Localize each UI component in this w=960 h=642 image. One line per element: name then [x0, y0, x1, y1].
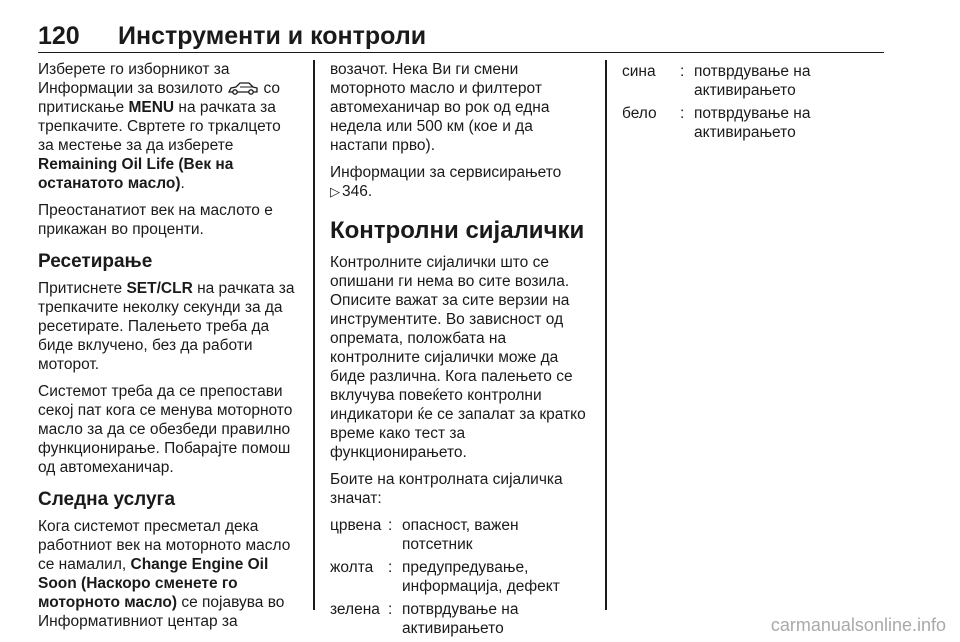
car-icon: [227, 81, 259, 95]
chapter-title: Инструменти и контроли: [118, 22, 427, 50]
paragraph-percent: Преостанатиот век на маслото е прикажан во проценти.: [38, 202, 273, 238]
column-right: [622, 60, 884, 146]
heading-next-service: Следна услуга: [38, 489, 176, 510]
list-item: бело : потврдување на активирањето: [622, 104, 884, 142]
paragraph-reset: Притиснете SET/CLR на рачката за трепкачите неколку секунди за да ресетирате. Палењето треба да биде вклучено, без да работи моторот.: [38, 280, 295, 373]
set-clr-label: SET/CLR: [126, 280, 193, 297]
page-header: [38, 18, 884, 53]
list-item: сина : потврдување на активирањето: [622, 62, 884, 100]
light-meaning: опасност, важен потсетник: [402, 517, 519, 553]
column-divider: [313, 60, 315, 610]
menu-button-label: MENU: [128, 99, 175, 116]
heading-indicator-lights: Контролни сијалички: [330, 217, 585, 244]
light-color: црвена: [330, 517, 382, 534]
change-oil-message: Change Engine Oil Soon (Наскоро сменете го моторното масло): [38, 556, 269, 611]
light-color-list: [622, 62, 884, 142]
paragraph-oil-change: возачот. Нека Ви ги смени моторното масло и филтерот автомеханичар во рок од една недела или 500 км (кое и да настапи прво).: [330, 61, 550, 154]
light-meaning: потврдување на активирањето: [694, 63, 811, 99]
light-color: зелена: [330, 601, 380, 618]
paragraph-service-ref: Информации за сервисирањето ▷ 346.: [330, 164, 562, 200]
paragraph-reset-note: Системот треба да се препостави секој пат кога се менува моторното масло за да се обезбеди правилно функционирање. Побарајте помош од автомеханичар.: [38, 383, 293, 476]
paragraph-info-menu: Изберете го изборникот за Информации за возилото со притискање MENU на рачката за трепкачите. Свртете го тркалцето за местење за да изберете Remaining Oil Life (Век на останатото масло).: [38, 61, 281, 192]
reference-arrow-icon: ▷: [330, 184, 340, 199]
column-left: [38, 60, 300, 639]
page-number: 120: [38, 22, 80, 50]
column-middle: [330, 60, 592, 642]
column-divider: [605, 60, 607, 610]
remaining-oil-life-label: Remaining Oil Life (Век на останатото масло): [38, 156, 234, 192]
light-color-list: [330, 516, 592, 638]
list-item: жолта : предупредување, информација, дефект: [330, 558, 592, 596]
light-color: жолта: [330, 559, 374, 576]
watermark: carmanualsonline.info: [770, 615, 946, 635]
light-color: бело: [622, 105, 657, 122]
paragraph-next-service: Кога системот пресметал дека работниот век на моторното масло се намалил, Change Engine Oil Soon (Наскоро сменете го моторното масло) се појавува во Информативниот центар за: [38, 518, 291, 630]
list-item: зелена : потврдување на активирањето: [330, 600, 592, 638]
light-color: сина: [622, 63, 656, 80]
light-meaning: потврдување на активирањето: [694, 105, 811, 141]
light-meaning: предупредување, информација, дефект: [402, 559, 560, 595]
list-item: црвена : опасност, важен потсетник: [330, 516, 592, 554]
paragraph-indicator-desc: Контролните сијалички што се опишани ги нема во сите возила. Описите важат за сите верзии на инструментите. Во зависност од опремата, положбата на контролните сијалички може да биде различна. Кога палењето се вклучува повеќето контролни индикатори ќе се запалат за кратко време како тест за функционирањето.: [330, 254, 586, 461]
heading-reset: Ресетирање: [38, 251, 153, 272]
light-meaning: потврдување на активирањето: [402, 601, 519, 637]
paragraph-colors-intro: Боите на контролната сијаличка значат:: [330, 471, 563, 507]
